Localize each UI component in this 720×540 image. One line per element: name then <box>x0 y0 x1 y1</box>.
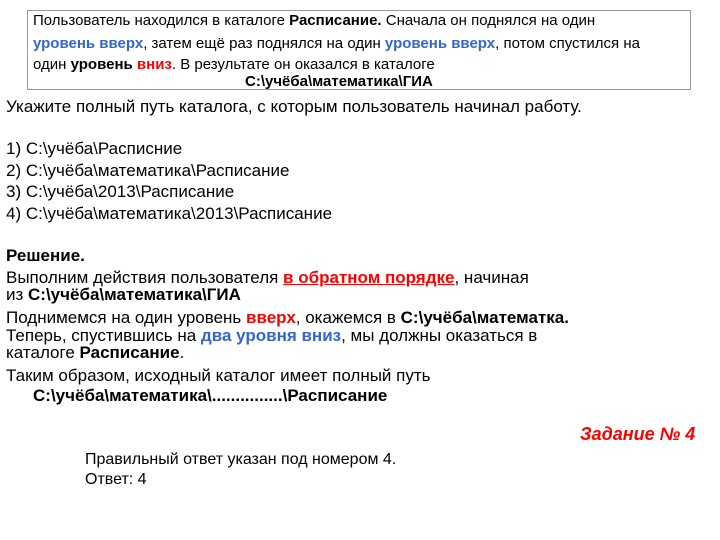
solution-two-levels-down: два уровня вниз <box>200 326 342 345</box>
intro-level-word: уровень <box>70 56 133 73</box>
answer-line-1: Правильный ответ указан под номером 4. <box>85 451 397 468</box>
option-3: 3) С:\учёба\2013\Расписание <box>6 182 235 201</box>
intro-text: Сначала он поднялся на один <box>381 12 596 29</box>
solution-text: из <box>6 285 29 304</box>
intro-text: , затем ещё раз поднялся на один <box>143 35 385 52</box>
intro-level-down: вниз <box>136 56 172 73</box>
task-label: Задание № 4 <box>580 424 696 444</box>
solution-text: . <box>179 343 185 362</box>
intro-text: один <box>33 56 71 73</box>
solution-text: Выполним действия пользователя <box>6 268 284 287</box>
intro-text: . В результате он оказался в каталоге <box>171 56 435 73</box>
solution-up-word: вверх <box>246 308 296 327</box>
solution-result-path: С:\учёба\математика\...............\Расписание <box>33 386 388 405</box>
intro-level-up-1: уровень вверх <box>33 35 144 52</box>
intro-line-2 <box>33 34 640 54</box>
solution-line-6: Таким образом, исходный каталог имеет полный путь <box>6 366 431 385</box>
solution-text: , мы должны оказаться в <box>341 326 538 345</box>
solution-text: , начиная <box>454 268 529 287</box>
question-text: Укажите полный путь каталога, с которым пользователь начинал работу. <box>6 97 582 116</box>
solution-text: , окажемся в <box>295 308 401 327</box>
intro-line-1 <box>33 11 595 31</box>
intro-folder-name: Расписание. <box>289 12 382 29</box>
option-4: 4) С:\учёба\математика\2013\Расписание <box>6 204 333 223</box>
intro-path: С:\учёба\математика\ГИА <box>245 73 433 90</box>
answer-line-2: Ответ: 4 <box>85 471 147 488</box>
solution-start-path: С:\учёба\математика\ГИА <box>28 285 241 304</box>
solution-line-2 <box>6 285 241 305</box>
solution-mid-path: С:\учёба\математка. <box>400 308 569 327</box>
solution-line-5 <box>6 343 184 363</box>
reverse-order-phrase: в обратном порядке <box>283 268 455 287</box>
option-2: 2) С:\учёба\математика\Расписание <box>6 161 290 180</box>
solution-folder-name: Расписание <box>79 343 180 362</box>
intro-text: Пользователь находился в каталоге <box>33 12 290 29</box>
intro-text: , потом спустился на <box>495 35 640 52</box>
solution-line-3 <box>6 308 569 328</box>
option-1: 1) С:\учёба\Расписние <box>6 139 183 158</box>
solution-text: каталоге <box>6 343 80 362</box>
solution-text: Поднимемся на один уровень <box>6 308 247 327</box>
solution-text: Теперь, спустившись на <box>6 326 201 345</box>
intro-level-up-2: уровень вверх <box>384 35 496 52</box>
solution-heading: Решение. <box>6 246 85 265</box>
